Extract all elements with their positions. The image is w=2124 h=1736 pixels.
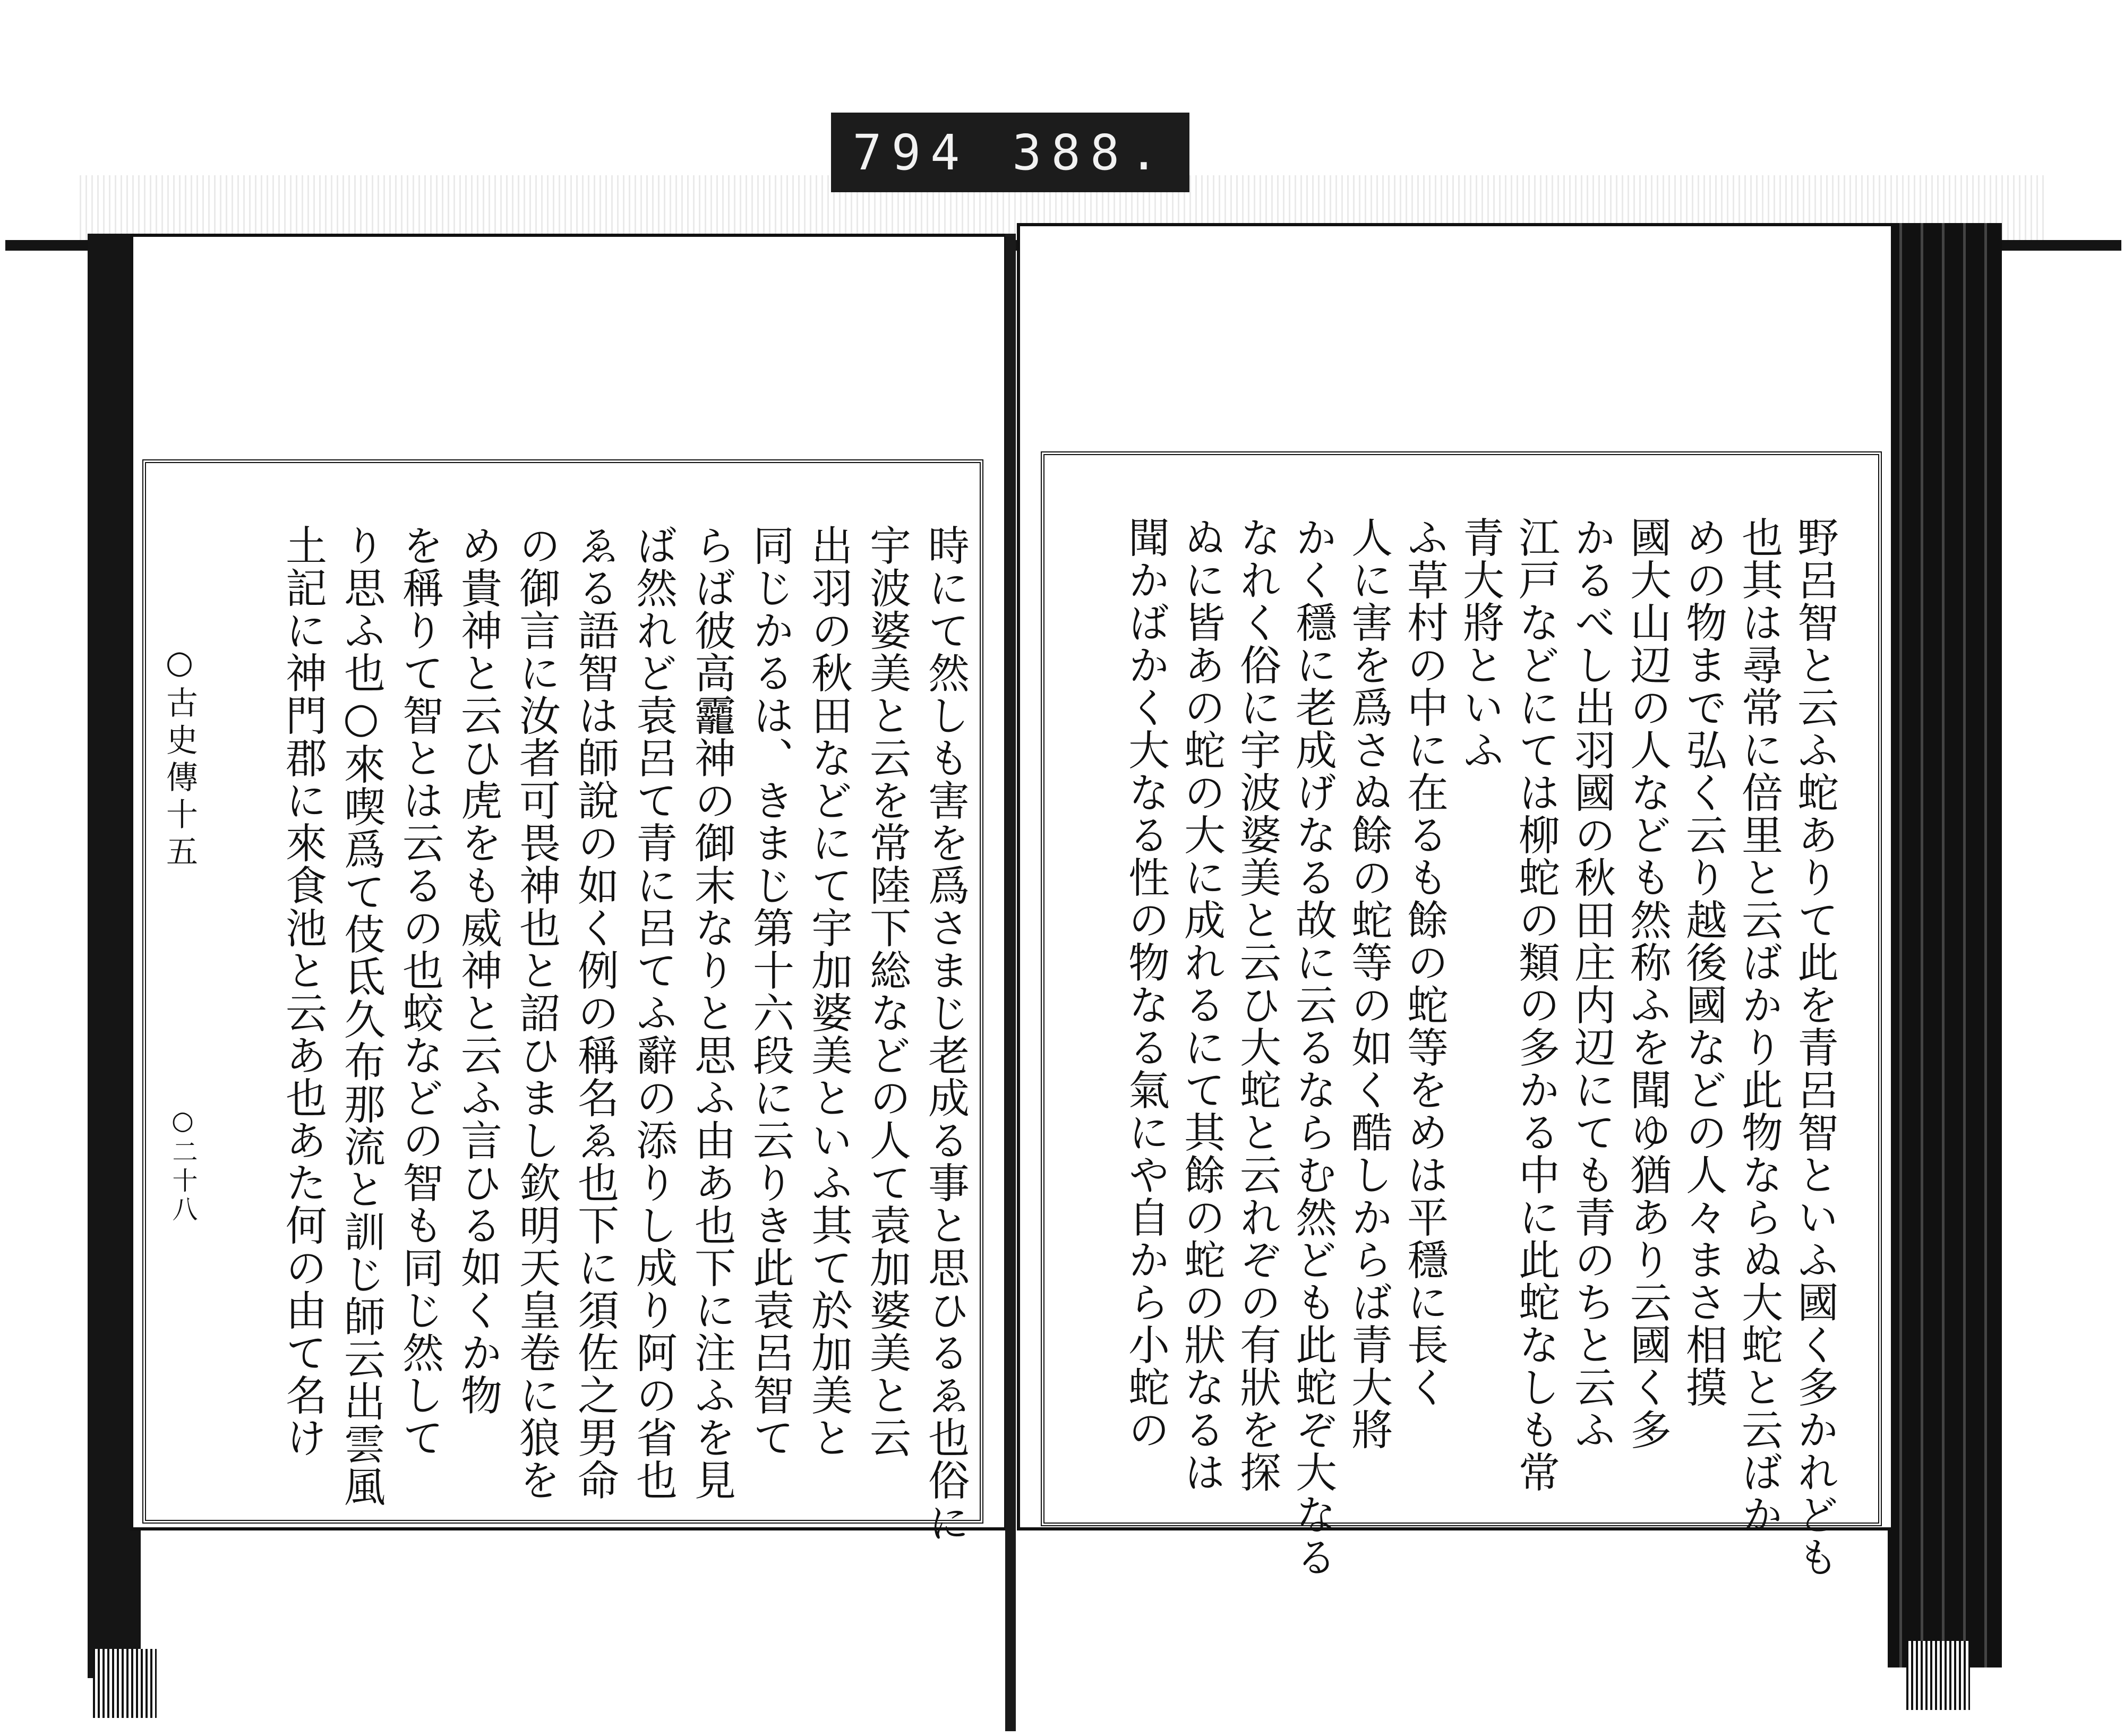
scan-label [831, 113, 1189, 192]
text-column: かるべし出羽國の秋田庄内辺にても青のちと云ふ [1568, 516, 1615, 1451]
text-column: 人に害を爲さぬ餘の蛇等の如く酷しからば青大將 [1344, 516, 1392, 1451]
scan-label-right: 388. [1012, 124, 1168, 181]
margin-title: ○古史傳十五 [161, 644, 198, 872]
text-column: ゑる語智は師說の如く例の稱名ゑ也下に須佐之男命 [571, 524, 619, 1501]
page-folio: ○二十八 [168, 1106, 198, 1225]
right-page-stack [1888, 223, 2002, 1667]
text-column: 同じかるは、きまじ第十六段に云りき此袁呂智て [746, 524, 794, 1459]
text-column: ば然れど袁呂て青に呂てふ辭の添りし成り阿の省也 [629, 524, 677, 1501]
text-column: 出羽の秋田などにて宇加婆美といふ其て於加美と [804, 524, 852, 1459]
right-tassel [1906, 1641, 1970, 1710]
text-column: を稱りて智とは云るの也蛟などの智も同じ然して [396, 524, 443, 1459]
text-column: 野呂智と云ふ蛇ありて此を青呂智といふ國く多かれども [1791, 516, 1838, 1578]
text-column: の御言に汝者可畏神也と詔ひまし欽明天皇卷に狼を [512, 524, 560, 1501]
text-column: ぬに皆あの蛇の大に成れるにて其餘の蛇の狀なるは [1177, 516, 1225, 1493]
book-spine [1005, 234, 1016, 1731]
text-column: 聞かばかく大なる性の物なる氣にや自から小蛇の [1121, 516, 1169, 1451]
text-column: 土記に神門郡に來食池と云あ也あた何の由て名け [279, 524, 327, 1459]
text-column: らば彼高龗神の御末なりと思ふ由あ也下に注ふを見 [688, 524, 735, 1501]
scan-label-left: 794 [852, 124, 970, 181]
text-column: めの物まで弘く云り越後國などの人々まさ相摸 [1679, 516, 1727, 1408]
text-column: 也其は尋常に倍里と云ばかり此物ならぬ大蛇と云ばか [1735, 516, 1783, 1536]
text-column: かく穩に老成げなる故に云るならむ然ども此蛇ぞ大なる [1289, 516, 1337, 1578]
left-text-frame [142, 459, 983, 1544]
text-column: 青大將といふ [1456, 516, 1504, 771]
text-column: 宇波婆美と云を常陸下総などの人て袁加婆美と云 [863, 524, 911, 1459]
text-column: 國大山辺の人なども然称ふを聞ゆ猶あり云國く多 [1623, 516, 1671, 1451]
text-column: なれく俗に宇波婆美と云ひ大蛇と云れぞの有狀を探 [1233, 516, 1281, 1493]
text-column: 時にて然しも害を爲さまじ老成る事と思ひるゑ也俗に [921, 524, 969, 1544]
text-column: ふ草村の中に在るも餘の蛇等をめは平穩に長く [1400, 516, 1448, 1408]
text-column: 江戸などにては柳蛇の類の多かる中に此蛇なしも常 [1512, 516, 1560, 1493]
right-text-frame [1041, 451, 1882, 1578]
text-column: り思ふ也○來喫爲て伎氐久布那流と訓じ師云出雲風 [337, 524, 385, 1508]
text-column: め貴神と云ひ虎をも威神と云ふ言ひる如くか物 [454, 524, 502, 1416]
left-tassel [93, 1649, 157, 1718]
